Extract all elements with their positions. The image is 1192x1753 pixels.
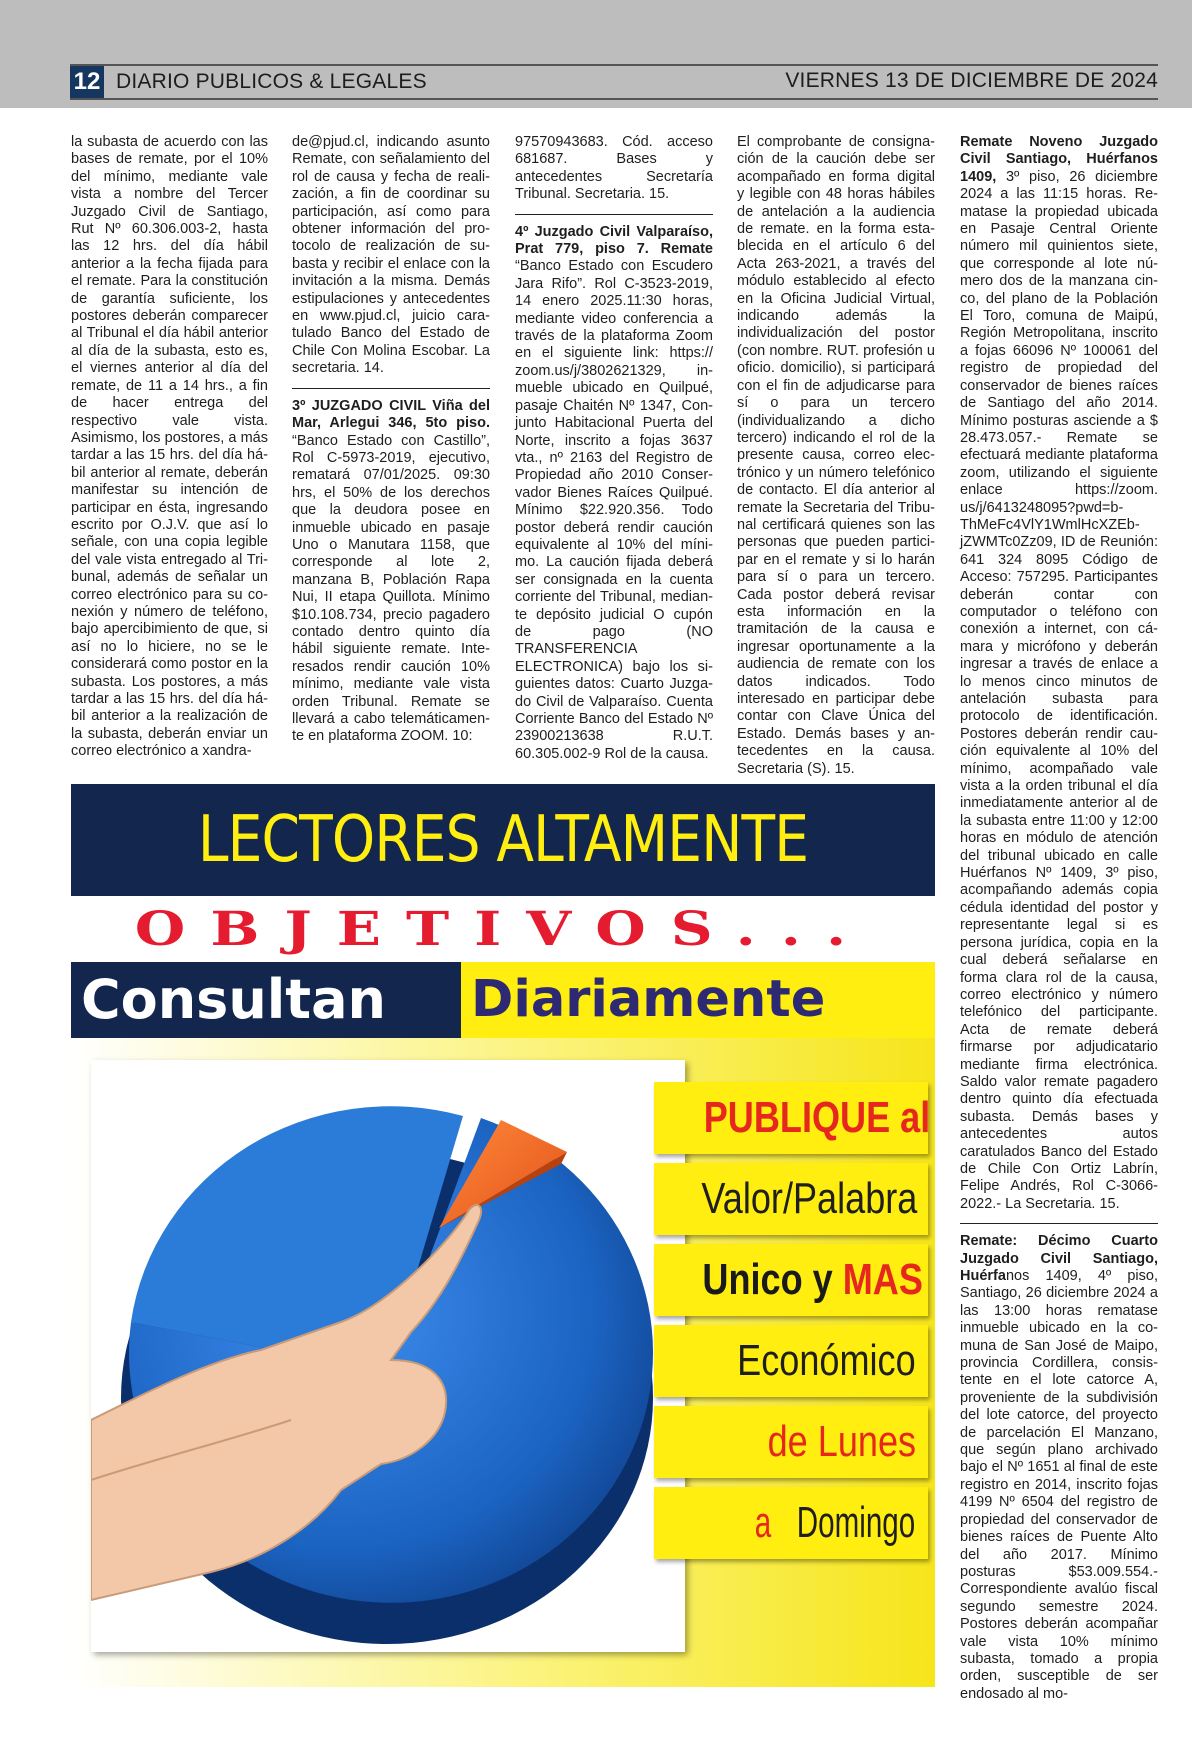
ad-plaque-text: de Lunes [767,1417,916,1466]
publication-name: DIARIO PUBLICOS & LEGALES [116,70,427,93]
column-3 [515,134,713,763]
ad-plaque-text: PUBLIQUE al [703,1093,931,1142]
notice-heading: 3º JUZGADO CIVIL Viña del Mar, Arlegui 346, 5to piso. [292,397,490,432]
notice-heading: Remate Noveno Juzgado Civil Santiago, Huérfanos 1409, [960,134,1158,185]
column-4 [737,134,935,798]
page-number: 12 [70,66,104,98]
notice-text: El comprobante de consignación de la caución debe ser acompañado en forma digital y legible con 48 horas hábiles de antelación a la audiencia de remate. en la forma establecida en el artículo 6 del Acta 263-2021, a través del módulo establecido al efecto en la Oficina Judicial Virtual, indicando además la individualización del postor (con nombre. RUT. profesión u oficio. domicilio), si participará con el fin de adjudicarse para sí o para un tercero (individualizando a dicho tercero) indicando el rol de la presente causa, correo electrónico y un número telefónico de contacto. El día anterior al remate la Secretaria del Tribunal certificará quienes son las personas que pueden participar en el remate y si lo harán para sí o para un tercero. Cada postor deberá revisar esta información en la tramitación de la causa e ingresar oportunamente a la audiencia de remate con los datos indicados. Todo interesado en participar debe contar con Clave Única del Estado. Demás bases y antecedentes en la causa. Secretaria (S). 15. [737,134,935,777]
ad-plaque-text: Unico y [702,1255,843,1304]
notice-divider [960,1223,1158,1224]
ad-plaque-text-red: a [755,1498,772,1547]
ad-headline: LECTORES ALTAMENTE [197,803,809,877]
notice-text: “Banco Estado con Escudero Jara Rifo”. Rol C-3523-2019, 14 enero 2025.11:30 horas, mediante video conferencia a través de la plataforma Zoom en el siguiente link: https:// zoom.us/j/3802621329, inmueble ubicado en Quilpué, pasaje Chaitén Nº 1347, Conjunto Habitacional Puerta del Norte, inscrito a fojas 3637 vta., nº 2163 del Registro de Propiedad año 2010 Conservador Bienes Raíces Quilpué. Mínimo $22.920.356. Todo postor deberá rendir caución equivalente al 10% del mínimo. La caución fijada deberá ser consignada en la cuenta corriente del Tribunal, mediante depósito judicial O cupón de pago (NO TRANSFERENCIA ELECTRONICA) bajo los siguientes datos: Cuarto Juzgado Civil de Valparaíso. Cuenta Corriente Banco del Estado Nº 23900213638 R.U.T. 60.305.002-9 Rol de la causa. [515,258,713,762]
column-2 [292,134,490,746]
notice-text: nos 1409, 4º piso, Santiago, 26 diciembre 2024 a las 13:00 horas rematase inmueble ubicado en la comuna de San José de Maipo, provincia Cordillera, consistente en el lote catorce A, proveniente de la subdivisión del lote catorce, del proyecto de parcelación El Manzano, que según plano archivado bajo el Nº 1651 al final de este registro en 2014, inscrito fojas 4199 Nº 6504 del registro de propiedad del conservador de bienes raíces de Puente Alto del año 2017. Mínimo posturas $53.009.554.- Correspondiente avalúo fiscal segundo semestre 2024. Postores deberán acompañar vale vista 10% mínimo subasta, tomado a propia orden, susceptible de ser endosado al mo- [960,1268,1158,1702]
notice-heading: 4º Juzgado Civil Valparaíso, Prat 779, piso 7. Remate [515,223,713,258]
pie-hand-graphic [91,1060,685,1652]
ad-consultan-text: Consultan [81,968,386,1031]
advertisement [71,784,935,1687]
notice-divider [515,214,713,215]
notice-text: de@pjud.cl, indicando asunto Remate, con señalamiento del rol de causa y fecha de realización, a fin de coordinar su participación, así como para obtener información del protocolo de realización de subasta y recibir el enlace con la invitación a la misma. Demás estipulaciones y antecedentes en www.pjud.cl, juicio caratulado Banco del Estado de Chile Con Molina Escobar. La secretaria. 14. [292,134,490,377]
ad-plaque-text: Valor/Palabra [701,1174,918,1223]
ad-plaque-economico [654,1325,928,1397]
ad-plaque-publique [654,1082,931,1154]
issue-date: VIERNES 13 DE DICIEMBRE DE 2024 [785,69,1158,92]
ad-plaque-unico [654,1244,928,1316]
notice-paragraph [292,398,490,746]
notice-divider [292,388,490,389]
notice-paragraph [515,224,713,764]
masthead [70,64,1158,100]
ad-plaque-lunes [654,1406,928,1478]
notice-text: 3º piso, 26 diciembre 2024 a las 11:15 horas. Rematase la propiedad ubicada en Pasaje Central Oriente número mil quinientos siete, que corresponde al lote número dos de la manzana cinco, del plano de la Población El Toro, comuna de Maipú, Región Metropolitana, inscrito a fojas 66096 Nº 100061 del registro de propiedad del conservador de bienes raíces de Santiago del año 2014. Mínimo posturas asciende a $ 28.473.057.- Remate se efectuará mediante plataforma zoom, utilizando el siguiente enlace https://zoom. us/j/6413248095?pwd=bThMeFc4VlY1WmlHcXZEbjZWMTc0Zz09, ID de Reunión: 641 324 8095 Código de Acceso: 757295. Participantes deberán contar con computador o teléfono con conexión a internet, con cámara y micrófono y deberán ingresar a través de enlace a lo menos cinco minutos de antelación subasta para protocolo de identificación. Postores deberán rendir caución equivalente al 10% del mínimo, acompañado vale vista a la orden tribunal el día inmediatamente anterior al de la subasta entre 11:00 y 12:00 horas en módulo de atención del tribunal ubicado en calle Huérfanos Nº 1409, 3º piso, acompañando además copia cédula identidad del postor y representante legal si es persona jurídica, copia en la cual deberá señalarse en forma clara rol de la causa, correo electrónico y número telefónico del participante. Acta de remate deberá firmarse por adjudicatario mediante firma electrónica. Saldo valor remate pagadero dentro quinto día efectuada subasta. Demás bases y antecedentes autos caratulados Banco del Estado de Chile Con Ortiz Labrín, Felipe Andrés, Rol C-3066-2022.- La Secretaria. 15. [960,168,1158,1212]
ad-plaque-text: Domingo [797,1498,916,1547]
ad-plaque-valor [654,1163,928,1235]
ad-diariamente-text: Diariamente [471,970,826,1029]
notice-paragraph [960,134,1158,1213]
ad-plaque-text: Económico [737,1336,916,1385]
notice-text: la subasta de acuerdo con las bases de remate, por el 10% del mínimo, mediante vale vista a nombre del Tercer Juzgado Civil de Santiago, Rut Nº 60.306.003-2, hasta las 12 hrs. del día hábil anterior a la fecha fijada para el remate. Para la constitución de garantía suficiente, los postores deberán comparecer al Tribunal el día hábil anterior al día de la subasta, esto es, el viernes anterior al día del remate, de 11 a 14 hrs., a fin de hacer entrega del respectivo vale vista. Asimismo, los postores, a más tardar a las 15 hrs. del día hábil anterior al remate, deberán manifestar su intención de participar en ésta, ingresando escrito por O.J.V. que así lo señale, con una copia legible del vale vista entregado al Tribunal, además de señalar un correo electrónico para su conexión y número de teléfono, bajo apercibimiento de que, si así no lo hiciere, no se le considerará como postor en la subasta. Los postores, a más tardar a las 15 hrs. del día hábil anterior a la realización de la subasta, deberán enviar un correo electrónico a xandra- [71,134,268,760]
notice-heading: Remate: Décimo Cuarto Juzgado Civil Santiago, Huérfa [960,1233,1158,1284]
notice-text: 97570943683. Cód. acceso 681687. Bases y antecedentes Secretaría Tribunal. Secretaria. 15. [515,134,713,203]
ad-plaque-domingo [654,1487,928,1559]
notice-text: “Banco Estado con Castillo”, Rol C-5973-2019, ejecutivo, rematará 07/01/2025. 09:30 hrs, el 50% de los derechos que la deudora posee en inmueble ubicado en pasaje Uno o Manutara 1158, que corresponde al lote 2, manzana B, Población Rapa Nui, II etapa Quillota. Mínimo $10.108.734, precio pagadero contado dentro quinto día hábil siguiente remate. Interesados rendir caución 10% mínimo, mediante vale vista orden Tribunal. Remate se llevará a cabo telemáticamente en plataforma ZOOM. 10: [292,432,490,745]
pie-chart-illustration [91,1060,685,1652]
ad-body [71,1038,935,1687]
column-5 [960,134,1158,1703]
column-1 [71,134,268,761]
ad-subheadline: OBJETIVOS... [134,901,872,957]
ad-plaque-text-red: MAS [842,1255,923,1304]
notice-paragraph [960,1233,1158,1703]
